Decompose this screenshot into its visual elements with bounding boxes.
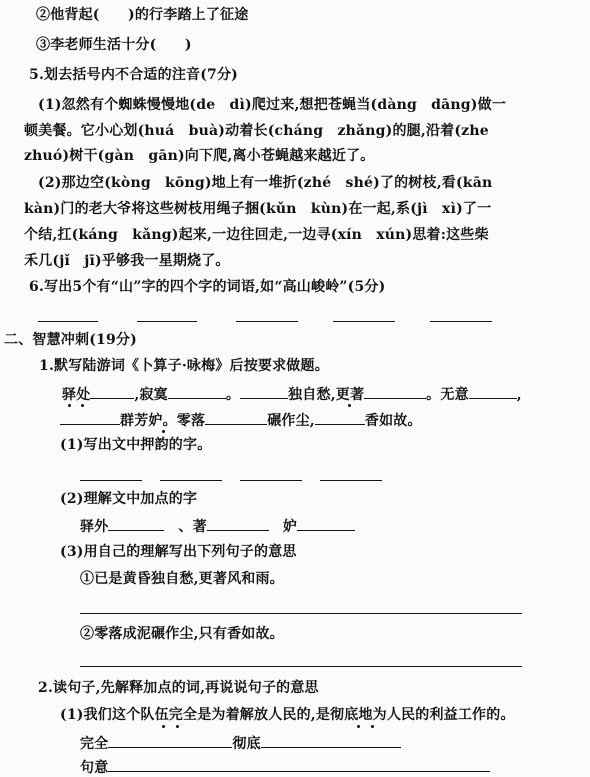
q6-answer-blank[interactable]	[137, 321, 197, 322]
sub2-blank[interactable]	[108, 516, 164, 531]
word-label: 彻底	[232, 736, 261, 752]
emphasis-dot	[81, 404, 84, 407]
poem-line-1	[62, 384, 522, 404]
q5-p2-line3: 个结,扛(káng kǎng)起来,一边往回走,一边寻(xín xún)思着:这些柴	[24, 227, 489, 243]
emphasis-dot	[371, 725, 374, 728]
word-blank[interactable]	[108, 733, 232, 748]
poem-blank[interactable]	[168, 384, 226, 399]
sentence-2-answer-line[interactable]	[80, 666, 522, 667]
q6-answer-blank[interactable]	[38, 321, 98, 322]
q6-answer-blank[interactable]	[333, 321, 395, 322]
word-blank[interactable]	[261, 733, 401, 748]
poem-text: 香如故。	[364, 413, 422, 429]
poem-blank[interactable]	[60, 410, 120, 425]
section2-title: 二、智慧冲刺(19分)	[4, 332, 137, 348]
poem-text: ,	[516, 387, 522, 403]
sub2-word: 驿外	[80, 519, 109, 535]
sub2-word: 妒	[282, 519, 298, 535]
emphasis-dot	[162, 725, 165, 728]
poem-line-2	[60, 410, 422, 430]
poem-blank[interactable]	[90, 384, 134, 399]
rhyme-answer-blank[interactable]	[80, 480, 142, 481]
sub2-blank[interactable]	[297, 516, 355, 531]
s2q2-words	[80, 733, 401, 753]
q5-p2-line1: (2)那边空(kòng kōng)地上有一堆折(zhé shé)了的树枝,看(kān	[38, 175, 493, 191]
poem-blank[interactable]	[315, 410, 365, 425]
s2q1-sub1: (1)写出文中押韵的字。	[60, 437, 212, 453]
poem-text: 。无意	[426, 387, 469, 403]
q5-title: 5.划去括号内不合适的注音(7分)	[29, 67, 239, 83]
rhyme-answer-blank[interactable]	[160, 480, 222, 481]
q4-item-2: ②他背起( )的行李踏上了征途	[36, 7, 249, 23]
q5-p1-line2: 顿美餐。它小心划(huá buà)动着长(cháng zhǎng)的腿,沿着(zhe	[24, 123, 489, 139]
sub2-blank[interactable]	[207, 516, 269, 531]
s2q2-sentence: (1)我们这个队伍完全是为着解放人民的,是彻底地为人民的利益工作的。	[60, 707, 515, 723]
poem-text: 独自愁,更著	[288, 387, 365, 403]
q6-answer-blank[interactable]	[430, 321, 492, 322]
sub2-word: 、著	[178, 519, 207, 535]
s2q1-sub3: (3)用自己的理解写出下列句子的意思	[60, 544, 297, 560]
rhyme-answer-blank[interactable]	[320, 480, 382, 481]
emphasis-dot	[68, 404, 71, 407]
q5-p2-line2: kàn)门的老大爷将这些树枝用绳子捆(kǔn kùn)在一起,系(jì xì)了一	[24, 201, 492, 217]
q6-title: 6.写出5个有“山”字的四个字的词语,如“高山峻岭”(5分)	[29, 279, 386, 295]
poem-text: 。	[225, 387, 241, 403]
sentence-1-answer-line[interactable]	[80, 613, 522, 614]
poem-blank[interactable]	[469, 384, 517, 399]
q6-answer-blank[interactable]	[236, 321, 298, 322]
poem-blank[interactable]	[364, 384, 426, 399]
s2q2-meaning	[80, 757, 490, 777]
poem-blank[interactable]	[205, 410, 267, 425]
poem-text: 群芳妒。零落	[120, 413, 206, 429]
s2q1-sub2: (2)理解文中加点的字	[60, 491, 198, 507]
s2q2-title: 2.读句子,先解释加点的词,再说说句子的意思	[38, 680, 319, 696]
q5-p2-line4: 禾几(jǐ jī)乎够我一星期烧了。	[24, 253, 230, 269]
meaning-blank[interactable]	[108, 757, 490, 772]
poem-text: ,寂寞	[134, 387, 168, 403]
sentence-1: ①已是黄昏独自愁,更著风和雨。	[80, 571, 284, 587]
q5-p1-line1: (1)忽然有个蜘蛛慢慢地(de dì)爬过来,想把苍蝇当(dàng dāng)做一	[38, 97, 507, 113]
emphasis-dot	[348, 404, 351, 407]
emphasis-dot	[162, 430, 165, 433]
emphasis-dot	[176, 725, 179, 728]
poem-text: 驿处	[62, 387, 91, 403]
meaning-label: 句意	[80, 760, 109, 776]
word-label: 完全	[80, 736, 109, 752]
emphasis-dot	[357, 725, 360, 728]
s2q1-title: 1.默写陆游词《卜算子·咏梅》后按要求做题。	[39, 358, 329, 374]
sentence-2: ②零落成泥碾作尘,只有香如故。	[80, 626, 284, 642]
rhyme-answer-blank[interactable]	[240, 480, 302, 481]
q4-item-3: ③李老师生活十分( )	[36, 37, 192, 53]
poem-text: 碾作尘,	[267, 413, 315, 429]
poem-blank[interactable]	[240, 384, 288, 399]
q5-p1-line3: zhuó)树干(gàn gān)向下爬,离小苍蝇越来越近了。	[24, 148, 375, 164]
sub2-words	[80, 516, 355, 536]
